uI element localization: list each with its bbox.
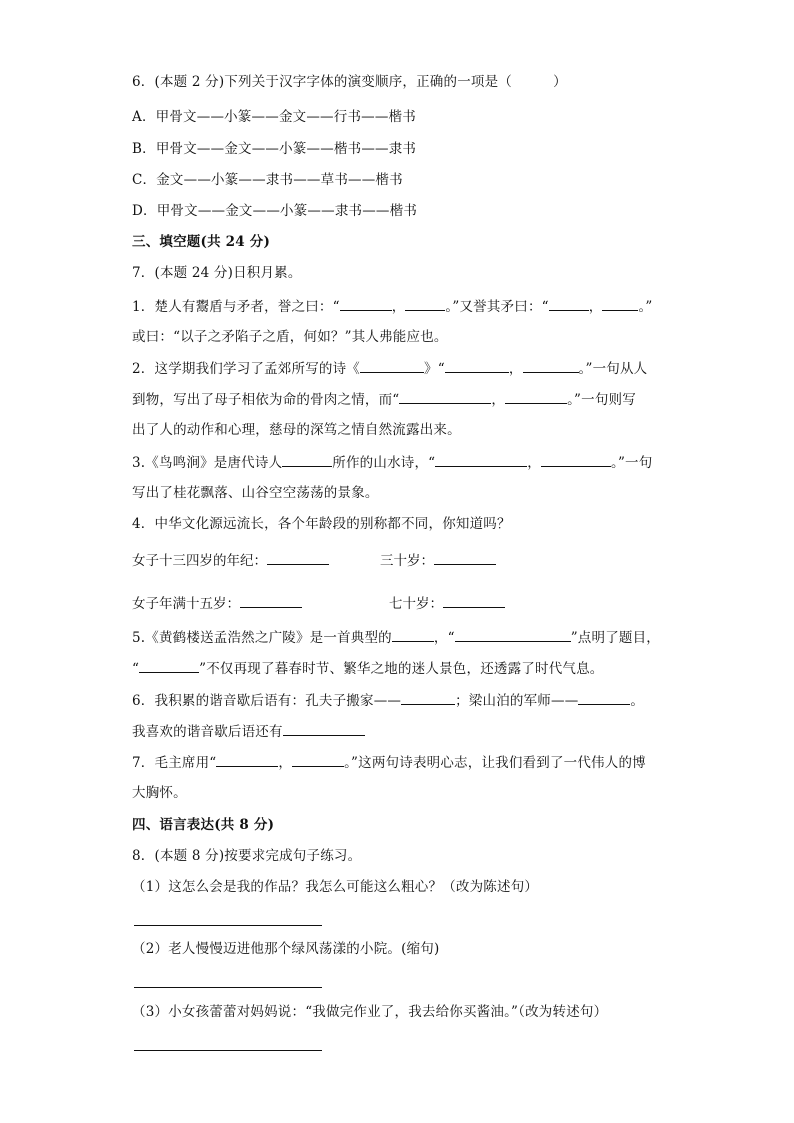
- q7-sub6-text-c: 。: [630, 693, 645, 709]
- q6-stem: 6．(本题 2 分)下列关于汉字字体的演变顺序，正确的一项是（ ）: [132, 74, 567, 90]
- q7-sub2-line1: [132, 358, 647, 379]
- q7-sub6-line2: [132, 721, 365, 742]
- answer-blank[interactable]: [340, 296, 392, 311]
- answer-blank[interactable]: [240, 593, 302, 608]
- age-item: [132, 550, 329, 571]
- q7-sub3-text-c: ，: [527, 455, 541, 471]
- q7-sub1-text-a: 1．楚人有鬻盾与矛者，誉之曰：“: [132, 299, 340, 315]
- age-item: [132, 593, 302, 614]
- q7-sub5-text-c: ”点明了题目，: [570, 630, 661, 646]
- age-label: 三十岁：: [380, 553, 434, 569]
- answer-line[interactable]: [134, 925, 322, 926]
- answer-blank[interactable]: [434, 550, 496, 565]
- q6-option-d[interactable]: D．甲骨文——金文——小篆——隶书——楷书: [132, 203, 418, 219]
- q6-option-b[interactable]: B．甲骨文——金文——小篆——楷书——隶书: [132, 141, 417, 157]
- answer-blank[interactable]: [549, 296, 589, 311]
- q7-sub1-line2: 或曰：“以子之矛陷子之盾，何如？”其人弗能应也。: [132, 329, 448, 345]
- answer-blank[interactable]: [455, 627, 571, 642]
- q7-sub7-text-b: ，: [278, 755, 293, 771]
- answer-line[interactable]: [134, 1050, 322, 1051]
- answer-blank[interactable]: [139, 658, 199, 673]
- answer-blank[interactable]: [602, 296, 638, 311]
- q7-sub2-text-g: 。”一句则写: [567, 392, 636, 408]
- q6-option-a[interactable]: A．甲骨文——小篆——金文——行书——楷书: [132, 109, 416, 125]
- age-item: [389, 593, 505, 614]
- answer-line[interactable]: [134, 987, 322, 988]
- q7-sub7-text-a: 7．毛主席用“: [132, 755, 217, 771]
- q7-sub6-text-d: 我喜欢的谐音歇后语还有: [132, 724, 283, 740]
- q7-sub2-text-e: 到物，写出了母子相依为命的骨肉之情，而“: [132, 392, 400, 408]
- section-4-title: 四、语言表达(共 8 分): [132, 817, 275, 833]
- answer-blank[interactable]: [445, 358, 509, 373]
- q7-sub2-text-a: 2．这学期我们学习了孟郊所写的诗《: [132, 361, 360, 377]
- q7-sub2-line2: [132, 389, 636, 410]
- q7-sub5-line2: [132, 658, 604, 679]
- answer-blank[interactable]: [435, 452, 527, 467]
- q7-sub3-text-d: 。”一句: [611, 455, 653, 471]
- q7-stem: 7．(本题 24 分)日积月累。: [132, 265, 302, 281]
- q7-sub6-text-b: ；梁山泊的军师——: [455, 693, 579, 709]
- answer-blank[interactable]: [360, 358, 424, 373]
- q7-sub7-text-c: 。”这两句诗表明心志，让我们看到了一代伟人的博: [344, 755, 646, 771]
- q7-sub3-line1: [132, 452, 652, 473]
- answer-blank[interactable]: [401, 690, 455, 705]
- q8-item-3: （3）小女孩蕾蕾对妈妈说：“我做完作业了，我去给你买酱油。”（改为转述句）: [132, 1004, 608, 1020]
- q7-sub3-text-a: 3.《鸟鸣涧》是唐代诗人: [132, 455, 283, 471]
- answer-blank[interactable]: [282, 452, 332, 467]
- answer-blank[interactable]: [392, 627, 434, 642]
- q7-sub2-text-d: 。”一句从人: [578, 361, 648, 377]
- q7-sub5-text-e: ”不仅再现了暮春时节、繁华之地的迷人景色，还透露了时代气息。: [199, 661, 604, 677]
- q7-sub1-line1: [132, 296, 653, 317]
- section-3-title: 三、填空题(共 24 分): [132, 234, 271, 250]
- age-item: [380, 550, 496, 571]
- answer-blank[interactable]: [505, 389, 567, 404]
- q7-sub1-text-e: 。”: [638, 299, 653, 315]
- q7-sub5-text-b: ，“: [433, 630, 455, 646]
- q7-sub2-line3: 出了人的动作和心理，慈母的深笃之情自然流露出来。: [132, 422, 461, 438]
- answer-blank[interactable]: [443, 593, 505, 608]
- q8-stem: 8．(本题 8 分)按要求完成句子练习。: [132, 848, 362, 864]
- q7-sub2-text-b: 》“: [424, 361, 445, 377]
- age-label: 女子十三四岁的年纪：: [132, 553, 267, 569]
- q7-sub2-text-f: ，: [491, 392, 506, 408]
- answer-blank[interactable]: [399, 389, 491, 404]
- answer-blank[interactable]: [292, 752, 344, 767]
- q7-sub3-text-b: 所作的山水诗，“: [332, 455, 436, 471]
- q7-sub1-text-b: ，: [391, 299, 406, 315]
- q7-sub4-stem: 4．中华文化源远流长，各个年龄段的别称都不同，你知道吗？: [132, 516, 511, 532]
- answer-blank[interactable]: [578, 690, 630, 705]
- q7-sub3-line2: 写出了桂花飘落、山谷空空荡荡的景象。: [132, 485, 379, 501]
- answer-blank[interactable]: [283, 721, 365, 736]
- q7-sub2-text-c: ，: [508, 361, 523, 377]
- age-label: 女子年满十五岁：: [132, 596, 240, 612]
- q7-sub7-line2: 大胸怀。: [132, 785, 187, 801]
- q8-item-2: （2）老人慢慢迈进他那个绿风荡漾的小院。(缩句): [132, 941, 440, 957]
- q7-sub5-text-d: “: [132, 661, 140, 677]
- q7-sub6-text-a: 6．我积累的谐音歇后语有：孔夫子搬家——: [132, 693, 402, 709]
- q7-sub5-line1: [132, 627, 660, 648]
- answer-blank[interactable]: [405, 296, 445, 311]
- q7-sub5-text-a: 5.《黄鹤楼送孟浩然之广陵》是一首典型的: [132, 630, 392, 646]
- q7-sub1-text-d: ，: [588, 299, 603, 315]
- q7-sub1-text-c: 。”又誉其矛曰：“: [445, 299, 549, 315]
- q8-item-1: （1）这怎么会是我的作品？我怎么可能这么粗心？（改为陈述句）: [132, 879, 539, 895]
- q7-sub6-line1: [132, 690, 644, 711]
- q6-option-c[interactable]: C．金文——小篆——隶书——草书——楷书: [132, 172, 403, 188]
- answer-blank[interactable]: [216, 752, 278, 767]
- q7-sub7-line1: [132, 752, 646, 773]
- answer-blank[interactable]: [267, 550, 329, 565]
- age-label: 七十岁：: [389, 596, 443, 612]
- answer-blank[interactable]: [523, 358, 579, 373]
- answer-blank[interactable]: [541, 452, 611, 467]
